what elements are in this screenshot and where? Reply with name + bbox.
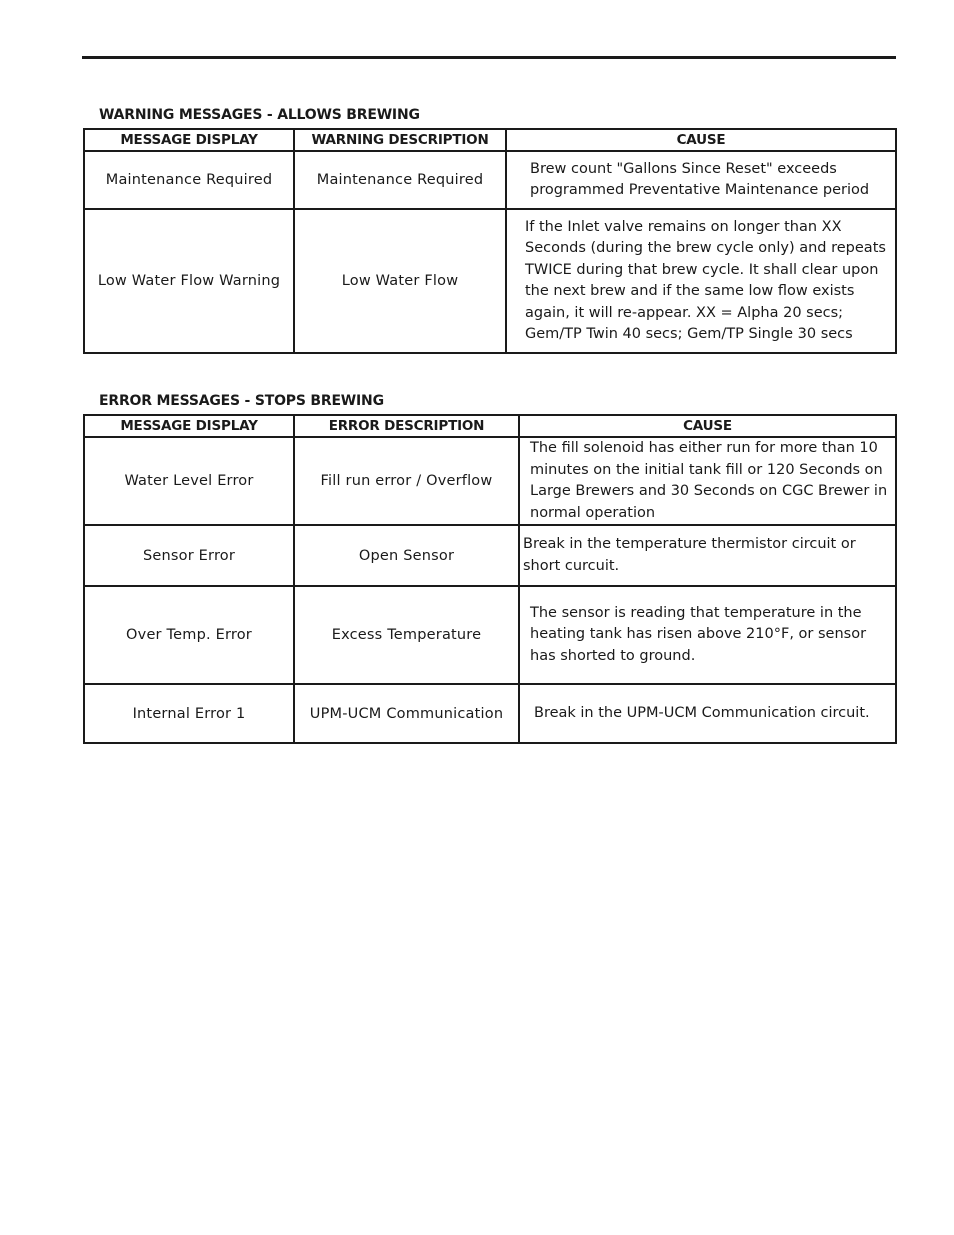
message-display-cell: Water Level Error	[84, 437, 294, 525]
description-cell: Maintenance Required	[294, 151, 506, 209]
warning-table-header	[84, 129, 896, 151]
table-row	[84, 209, 896, 353]
cause-cell: If the Inlet valve remains on longer than XX Seconds (during the brew cycle only) and repeats TWICE during that brew cycle. It shall clear upon the next brew and if the same low flow exists again, it will re-appear. XX = Alpha 20 secs; Gem/TP Twin 40 secs; Gem/TP Single 30 secs	[506, 209, 896, 353]
warning-table	[83, 128, 897, 354]
message-display-cell: Internal Error 1	[84, 684, 294, 743]
header-cause: CAUSE	[519, 415, 896, 437]
header-message-display: MESSAGE DISPLAY	[84, 415, 294, 437]
cause-cell: Brew count "Gallons Since Reset" exceeds programmed Preventative Maintenance period	[506, 151, 896, 209]
description-cell: Low Water Flow	[294, 209, 506, 353]
message-display-cell: Over Temp. Error	[84, 586, 294, 684]
top-rule	[82, 56, 896, 59]
message-display-cell: Maintenance Required	[84, 151, 294, 209]
message-display-cell: Low Water Flow Warning	[84, 209, 294, 353]
cause-cell: Break in the UPM-UCM Communication circuit.	[519, 684, 896, 743]
table-row	[84, 437, 896, 525]
error-table-header	[84, 415, 896, 437]
description-cell: Fill run error / Overflow	[294, 437, 519, 525]
message-display-cell: Sensor Error	[84, 525, 294, 586]
table-row	[84, 586, 896, 684]
table-row	[84, 684, 896, 743]
warning-section-title: WARNING MESSAGES - ALLOWS BREWING	[99, 107, 420, 123]
description-cell: Excess Temperature	[294, 586, 519, 684]
cause-cell: The sensor is reading that temperature in the heating tank has risen above 210°F, or sensor has shorted to ground.	[519, 586, 896, 684]
description-cell: UPM-UCM Communication	[294, 684, 519, 743]
table-row	[84, 151, 896, 209]
table-row	[84, 525, 896, 586]
header-cause: CAUSE	[506, 129, 896, 151]
cause-cell: Break in the temperature thermistor circuit or short curcuit.	[519, 525, 896, 586]
header-message-display: MESSAGE DISPLAY	[84, 129, 294, 151]
error-section-title: ERROR MESSAGES - STOPS BREWING	[99, 393, 384, 409]
header-warning-description: WARNING DESCRIPTION	[294, 129, 506, 151]
error-table	[83, 414, 897, 744]
description-cell: Open Sensor	[294, 525, 519, 586]
header-error-description: ERROR DESCRIPTION	[294, 415, 519, 437]
cause-cell: The fill solenoid has either run for more than 10 minutes on the initial tank fill or 120 Seconds on Large Brewers and 30 Seconds on CGC Brewer in normal operation	[519, 437, 896, 525]
